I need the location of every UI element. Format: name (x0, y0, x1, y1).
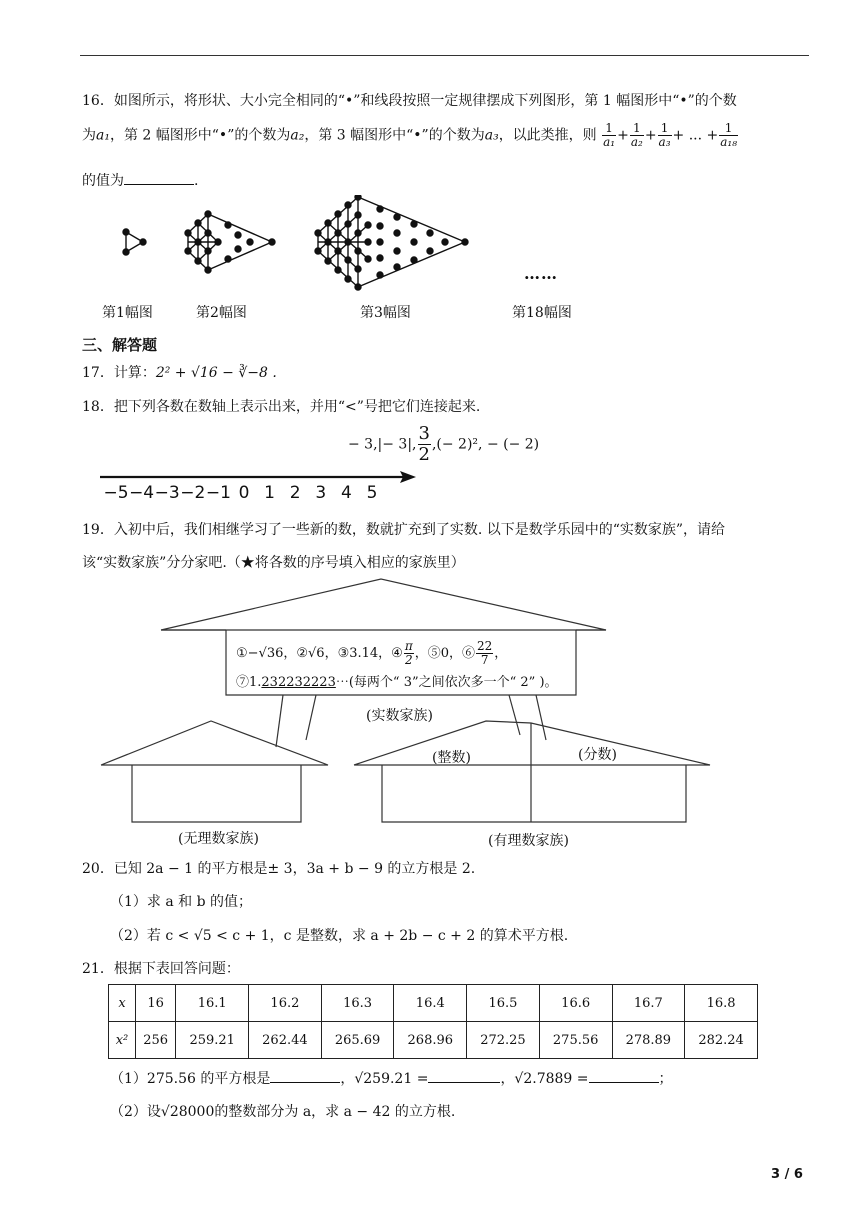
frac-num: 1 (630, 122, 644, 136)
frac-den: 7 (480, 653, 489, 667)
fractions-label: (分数) (578, 747, 617, 763)
caption-figure-1: 第1幅图 (102, 305, 153, 321)
q16-text-e: 的值为 (82, 173, 124, 189)
axis-tick-label: 0 (238, 483, 250, 503)
items-end: ， (494, 646, 508, 661)
q20-part1: （1）求 a 和 b 的值； (110, 894, 253, 910)
pi-over-2 (404, 640, 414, 667)
frac-den: a₂ (630, 135, 643, 149)
q21-part1 (110, 1068, 673, 1088)
q16-line1: 16．如图所示，将形状、大小完全相同的“•”和线段按照一定规律摆成下列图形，第 1 幅图形中“•”的个数 (82, 93, 737, 109)
frac-num: 22 (477, 639, 493, 653)
axis-tick-label: 3 (315, 483, 327, 503)
a3-symbol: a₃ (484, 127, 499, 144)
q19-line1: 19．入初中后，我们相继学习了一些新的数，数就扩充到了实数. 以下是数学乐园中的“实数家族”，请给 (82, 522, 726, 538)
table-cell-x: 16.3 (321, 985, 394, 1022)
frac-num: 1 (719, 122, 738, 136)
table-cell-x: 16.8 (685, 985, 758, 1022)
q21-part2: （2）设√28000的整数部分为 a，求 a − 42 的立方根. (110, 1104, 456, 1120)
axis-tick-label: −1 (205, 483, 231, 503)
table-cell-x2: 262.44 (249, 1022, 322, 1059)
a1-symbol: a₁ (96, 127, 110, 144)
figure-3 (315, 195, 468, 290)
q17-line (82, 362, 277, 382)
q20-line1: 20．已知 2a − 1 的平方根是± 3，3a + b − 9 的立方根是 2. (82, 861, 476, 877)
section-heading: 三、解答题 (82, 336, 158, 354)
frac-1-a2 (630, 122, 644, 149)
frac-den: 2 (404, 653, 413, 667)
q18-numbers-b: ,(− 2)², − (− 2) (431, 436, 540, 453)
table-cell-x: 16 (136, 985, 176, 1022)
frac-den: a₁₈ (720, 135, 738, 149)
answer-blank-3 (589, 1082, 659, 1083)
frac-1-a1 (602, 122, 616, 149)
table-cell-x2: 278.89 (612, 1022, 685, 1059)
caption-figure-3: 第3幅图 (360, 305, 411, 321)
frac-den: a₃ (658, 135, 671, 149)
frac-num: 3 (418, 423, 430, 444)
items-5-6: ，⑤0，⑥ (414, 646, 476, 661)
q20-part2: （2）若 c < √5 < c + 1，c 是整数，求 a + 2b − c + 2 的算术平方根. (110, 928, 569, 944)
squares-table (108, 984, 758, 1059)
caption-figure-2: 第2幅图 (196, 305, 247, 321)
q17-expression: 2² + √16 − ∛−8 . (155, 365, 277, 381)
q18-numbers-a: − 3,|− 3|, (348, 436, 417, 453)
q19-line2: 该“实数家族”分分家吧.（★将各数的序号填入相应的家族里） (82, 555, 465, 571)
item7-prefix: ⑦1. (236, 675, 262, 690)
q18-number-list (348, 424, 539, 465)
q21-p1-text-d: ； (658, 1071, 673, 1087)
table-cell-x2: 268.96 (394, 1022, 467, 1059)
caption-figure-18: 第18幅图 (512, 305, 572, 321)
row-header-x: x (109, 985, 136, 1022)
real-family-label: (实数家族) (366, 708, 433, 724)
frac-den: 2 (418, 444, 430, 465)
table-cell-x2: 272.25 (467, 1022, 540, 1059)
answer-blank-1 (270, 1082, 340, 1083)
integers-label: (整数) (432, 750, 471, 766)
sum-ellipsis: + ... + (672, 127, 719, 144)
item7-digits: 232232223 (261, 675, 336, 690)
q21-line1: 21．根据下表回答问题： (82, 961, 240, 977)
table-cell-x: 16.5 (467, 985, 540, 1022)
a2-symbol: a₂ (290, 127, 305, 144)
table-row-x2 (109, 1022, 758, 1059)
more-figures-ellipsis: …… (524, 264, 558, 283)
q16-text-c: ，第 3 幅图形中“•”的个数为 (304, 127, 485, 144)
q17-prefix: 17．计算： (82, 365, 156, 381)
table-cell-x: 16.2 (249, 985, 322, 1022)
item7-suffix: ⋯(每两个“ 3”之间依次多一个“ 2” )。 (335, 675, 558, 690)
figure-1 (123, 229, 146, 255)
table-cell-x: 16.4 (394, 985, 467, 1022)
frac-num: 1 (658, 122, 672, 136)
frac-1-a3 (658, 122, 672, 149)
family-items-row1 (236, 640, 507, 667)
table-cell-x2: 275.56 (539, 1022, 612, 1059)
q21-p1-text-b: ，√259.21 = (340, 1071, 429, 1087)
table-cell-x: 16.6 (539, 985, 612, 1022)
twenty-two-sevenths (476, 640, 493, 667)
table-cell-x2: 259.21 (176, 1022, 249, 1059)
three-halves (418, 424, 431, 465)
q16-text-d: ，以此类推，则 (498, 127, 597, 144)
q16-line3: 的值为 . (82, 173, 199, 189)
q16-text-a: 为 (82, 127, 96, 144)
family-items-row2 (236, 671, 558, 690)
items-1-to-4: ①−√36，②√6，③3.14，④ (236, 646, 403, 661)
page-number: 3 / 6 (771, 1167, 803, 1182)
axis-tick-label: −2 (180, 483, 206, 503)
axis-tick-label: 1 (264, 483, 276, 503)
q16-text-b: ，第 2 幅图形中“•”的个数为 (109, 127, 291, 144)
table-row-x (109, 985, 758, 1022)
q21-p1-text-a: （1）275.56 的平方根是 (110, 1071, 271, 1087)
header-rule (80, 55, 809, 56)
table-cell-x2: 256 (136, 1022, 176, 1059)
table-cell-x2: 265.69 (321, 1022, 394, 1059)
table-cell-x: 16.7 (612, 985, 685, 1022)
frac-den: a₁ (603, 135, 616, 149)
number-line (96, 464, 426, 504)
table-cell-x2: 282.24 (685, 1022, 758, 1059)
axis-tick-label: 2 (289, 483, 301, 503)
axis-tick-label: −5 (103, 483, 129, 503)
q18-line: 18．把下列各数在数轴上表示出来，并用“<”号把它们连接起来. (82, 399, 481, 415)
dot-pattern-figures (100, 195, 480, 295)
figure-2 (185, 211, 275, 273)
table-cell-x: 16.1 (176, 985, 249, 1022)
irrational-family-label: (无理数家族) (178, 831, 259, 847)
rational-family-label: (有理数家族) (488, 833, 569, 849)
answer-blank (124, 184, 194, 185)
q21-p1-text-c: ，√2.7889 = (500, 1071, 589, 1087)
frac-num: π (404, 639, 413, 653)
frac-num: 1 (602, 122, 616, 136)
row-header-x2: x² (109, 1022, 136, 1059)
axis-tick-label: −4 (129, 483, 155, 503)
axis-tick-label: −3 (154, 483, 180, 503)
answer-blank-2 (428, 1082, 500, 1083)
q16-line2: 为a₁，第 2 幅图形中“•”的个数为a₂，第 3 幅图形中“•”的个数为a₃，以此类推，则 $\frac{1}{\text{a₁}}$ + $\frac{1}{\text{a₂}}$ + $\frac{1}{\text{a₃}}$ + ... + $\frac{1}{\text{a₁₈}}$ (82, 121, 738, 149)
axis-tick-label: 4 (340, 483, 352, 503)
axis-tick-label: 5 (366, 483, 378, 503)
frac-1-a18 (719, 122, 738, 149)
